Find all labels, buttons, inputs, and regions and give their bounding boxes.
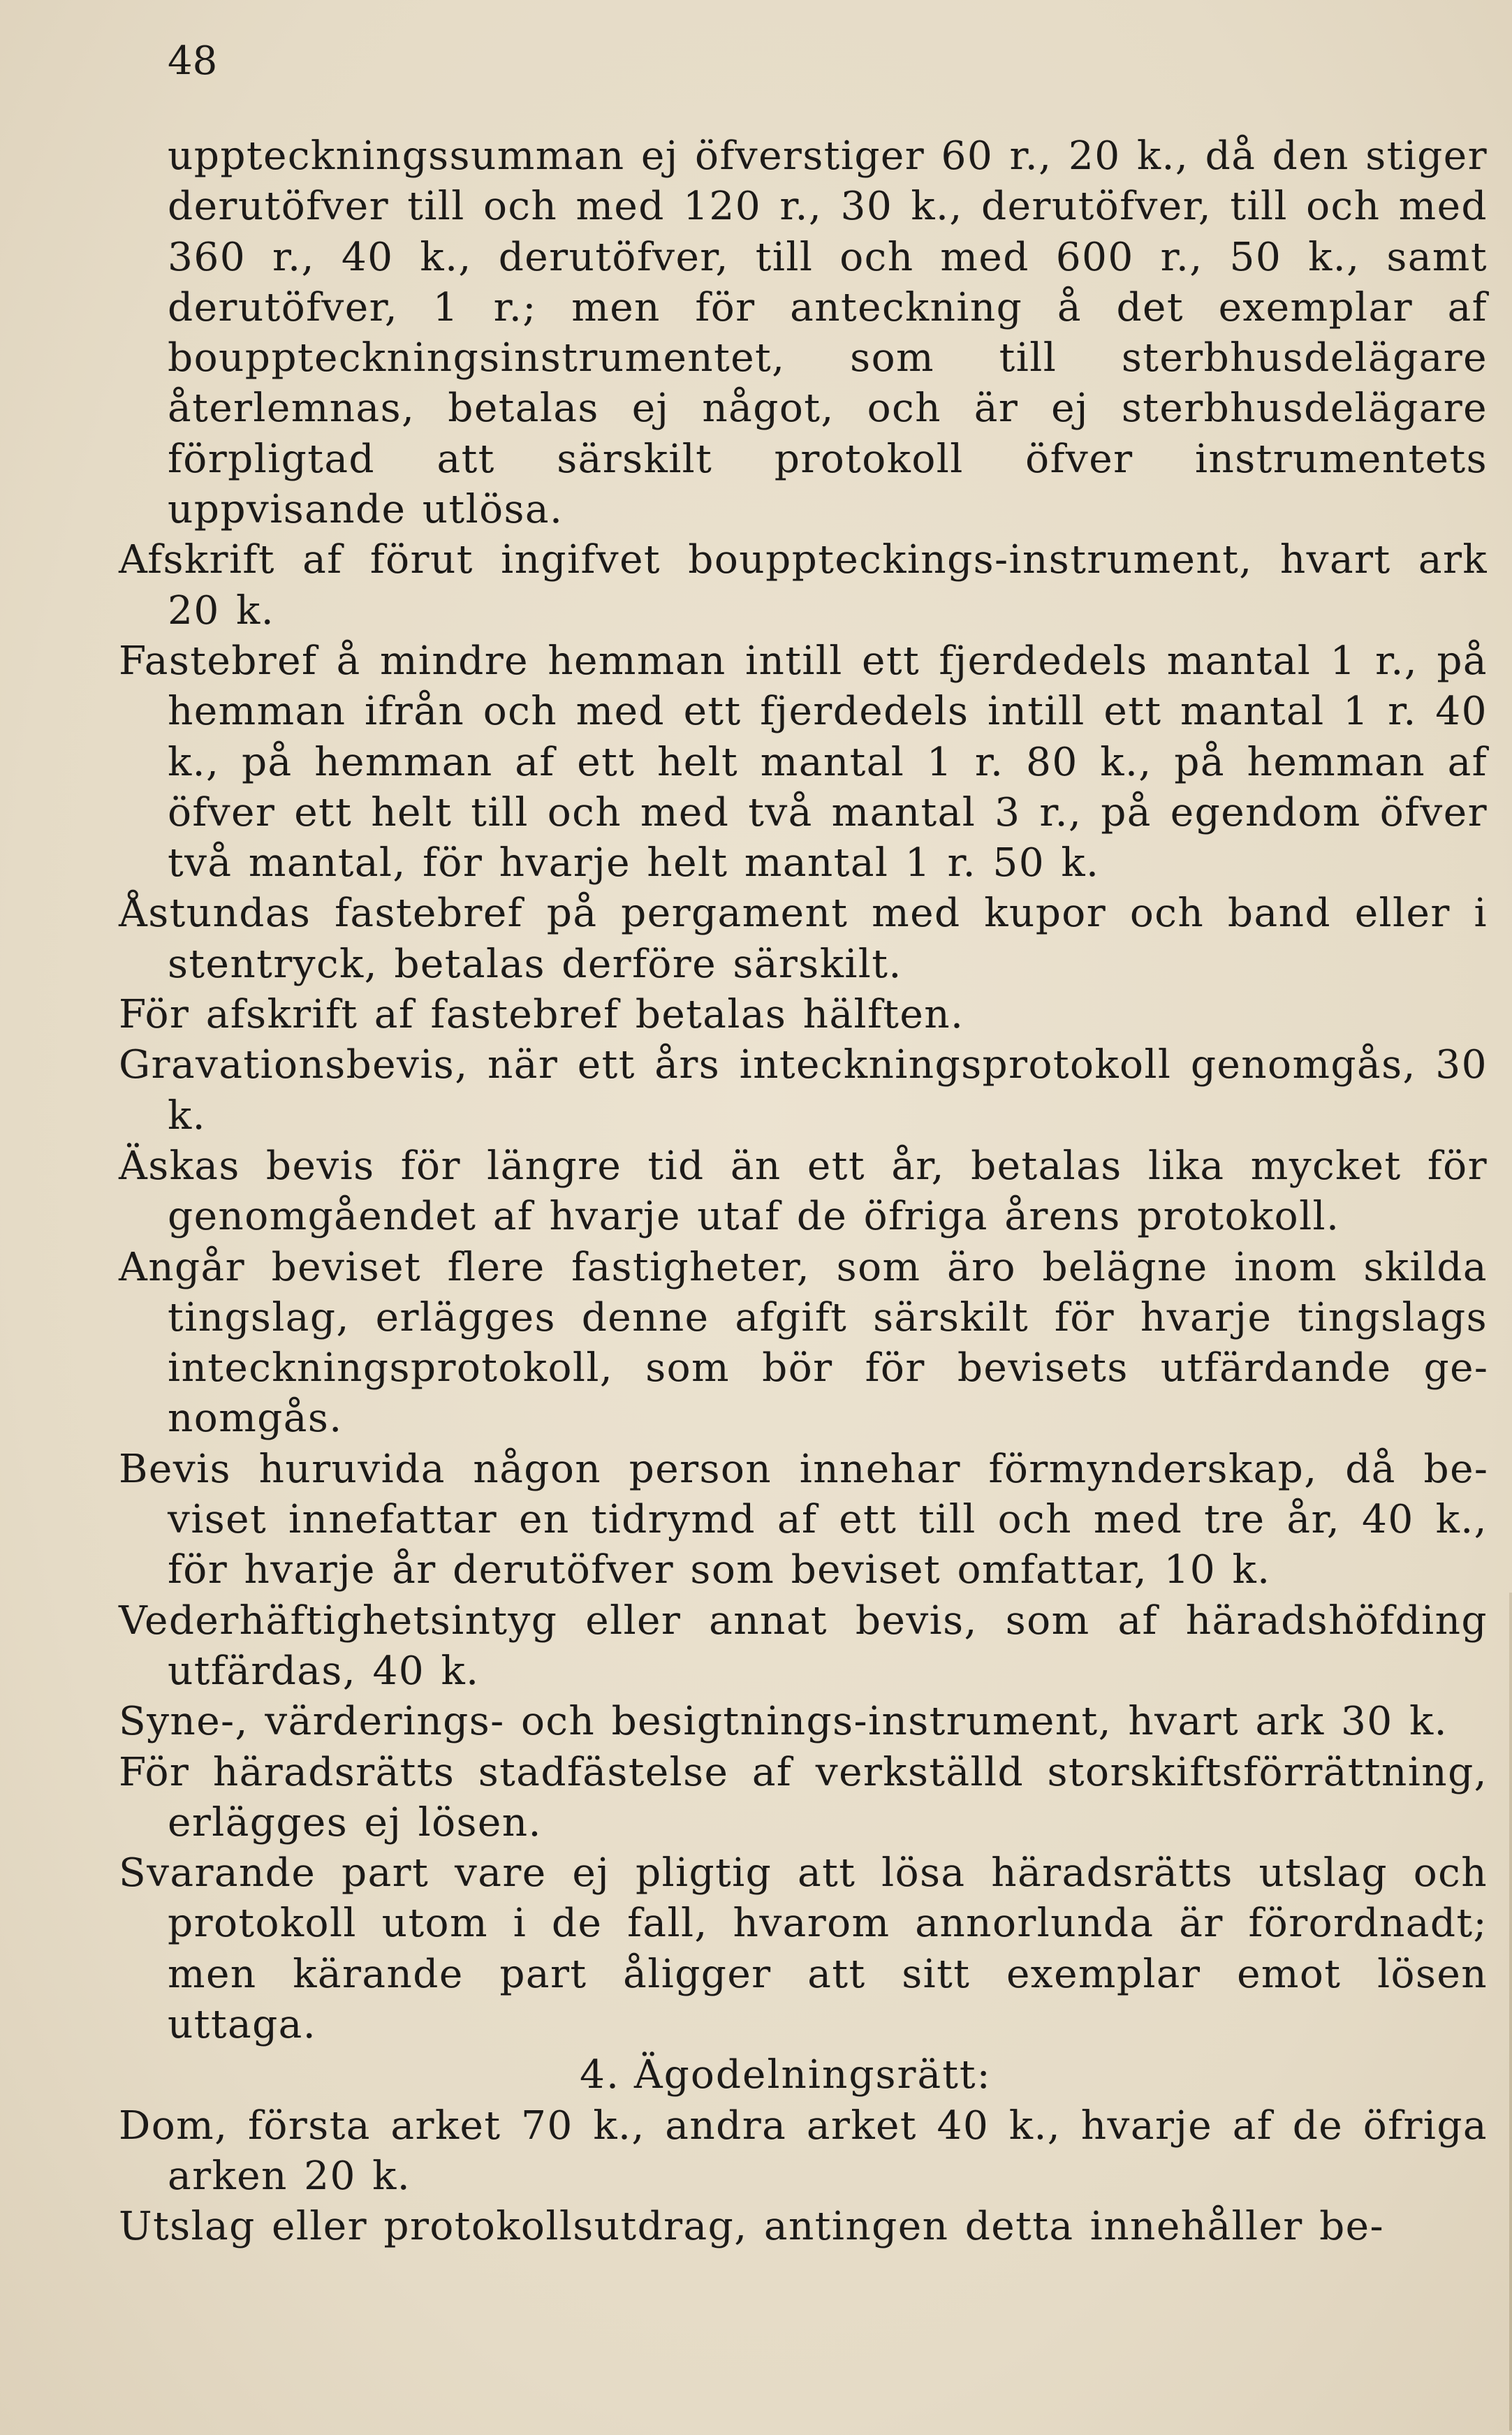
page-edge-shadow [1509,1593,1512,2431]
paragraph-fastebref: Fastebref å mindre hemman intill ett fjerdedels mantal 1 r., på hemman ifrån och med ett fjerdedels intill ett mantal 1 r. 40 k., på hemman af ett helt mantal 1 r. 80 k., på hemman af öfver ett helt till och med två mantal 3 r., på egendom öfver två mantal, för hvarje helt mantal 1 r. 50 k. [119,638,1488,886]
page-number: 48 [168,38,218,84]
paragraph-bouppteckning-fees: uppteckningssumman ej öfverstiger 60 r., 20 k., då den stiger derutöfver till och med 120 r., 30 k., derutöfver, till och med 360 r., 40 k., derutöfver, till och med 600 r., 50 k., samt derutöfver, 1 r.; men för anteckning å det exemplar af bouppteckningsinstrumentet, som till sterbhusdelägare återlemnas, betalas ej något, och är ej sterbhusdelägare förpligtad att särskilt protokoll öfver instrumentets uppvisande utlösa. [168,133,1488,533]
paragraph-dom: Dom, första arket 70 k., andra arket 40 k., hvarje af de öfriga arken 20 k. [119,2103,1488,2199]
paragraph-angar-beviset: Angår beviset flere fastigheter, som äro belägne inom skilda tingslag, erlägges denne afgift särskilt för hvarje tingslags inteckningsprotokoll, som bör för bevisets utfärdande genomgås. [119,1244,1488,1442]
paragraph-gravationsbevis: Gravationsbevis, när ett års inteckningsprotokoll genomgås, 30 k. [119,1042,1488,1139]
section-heading-agodelningsratt: 4. Ägodelningsrätt: [580,2052,992,2098]
paragraph-askas-bevis: Äskas bevis för längre tid än ett år, betalas lika mycket för genomgåendet af hvarje utaf de öfriga årens protokoll. [119,1143,1488,1240]
body-text [119,131,1488,2252]
paragraph-utslag: Utslag eller protokollsutdrag, antingen detta innehåller be- [119,2204,1384,2250]
paragraph-afskrift: Afskrift af förut ingifvet bouppteckings-instrument, hvart ark 20 k. [119,537,1488,634]
paragraph-astundas: Åstundas fastebref på pergament med kupor och band eller i stentryck, betalas derföre särskilt. [119,891,1488,987]
paragraph-afskrift-fastebref: För afskrift af fastebref betalas hälften. [119,992,964,1038]
paragraph-syne-instrument: Syne-, värderings- och besigtnings-instrument, hvart ark 30 k. [119,1699,1448,1745]
paragraph-storskift: För häradsrätts stadfästelse af verkställd storskiftsförrättning, erlägges ej lösen. [119,1749,1488,1845]
paragraph-svarande-part: Svarande part vare ej pligtig att lösa häradsrätts utslag och protokoll utom i de fall, hvarom annorlunda är förordnadt; men kärande part åligger att sitt exemplar emot lösen uttaga. [119,1850,1488,2047]
paragraph-vederhaftighetsintyg: Vederhäftighetsintyg eller annat bevis, som af häradshöfding utfärdas, 40 k. [119,1597,1488,1694]
paragraph-formynderskap: Bevis huruvida någon person innehar förmynderskap, då beviset innefattar en tidrymd af ett till och med tre år, 40 k., för hvarje år derutöfver som beviset omfattar, 10 k. [119,1446,1488,1593]
